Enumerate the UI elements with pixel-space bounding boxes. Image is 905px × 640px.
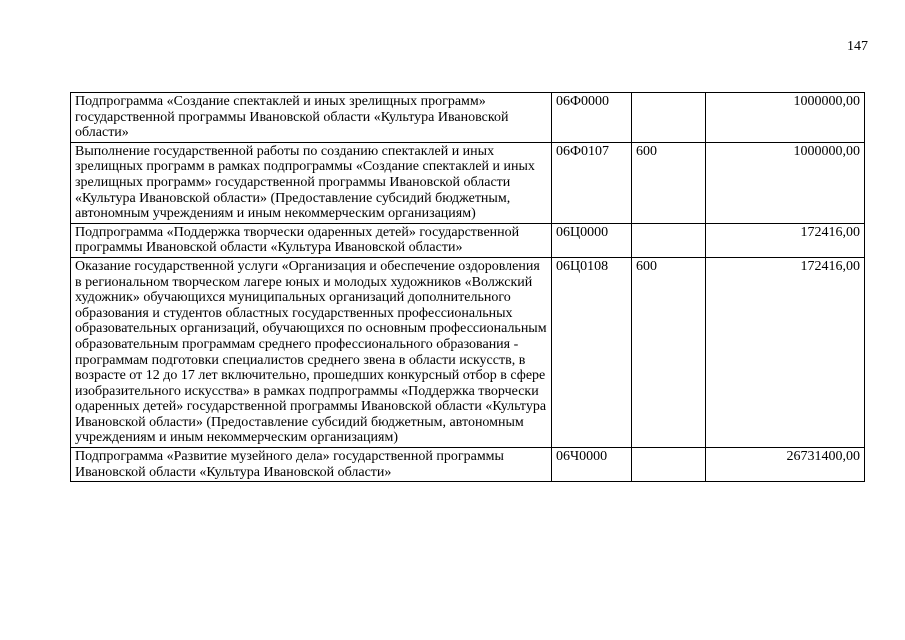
- expense-type-cell: 600: [632, 142, 706, 223]
- target-article-code-cell: 06Ф0107: [552, 142, 632, 223]
- amount-cell: 172416,00: [706, 257, 865, 447]
- amount-cell: 1000000,00: [706, 93, 865, 143]
- table-row: [71, 257, 865, 447]
- target-article-code-cell: 06Ф0000: [552, 93, 632, 143]
- program-name-cell: Выполнение государственной работы по созданию спектаклей и иных зрелищных программ в рамках подпрограммы «Создание спектаклей и иных зрелищных программ» государственной программы Ивановской области «Культура Ивановской области» (Предоставление субсидий бюджетным, автономным учреждениям и иным некоммерческим организациям): [71, 142, 552, 223]
- program-name-cell: Подпрограмма «Развитие музейного дела» государственной программы Ивановской области «Культура Ивановской области»: [71, 448, 552, 482]
- expense-type-cell: [632, 223, 706, 257]
- amount-cell: 172416,00: [706, 223, 865, 257]
- target-article-code-cell: 06Ц0108: [552, 257, 632, 447]
- amount-cell: 1000000,00: [706, 142, 865, 223]
- target-article-code-cell: 06Ц0000: [552, 223, 632, 257]
- expense-type-cell: 600: [632, 257, 706, 447]
- page-number: 147: [847, 39, 868, 54]
- amount-cell: 26731400,00: [706, 448, 865, 482]
- table-row: [71, 142, 865, 223]
- expense-type-cell: [632, 93, 706, 143]
- program-name-cell: Подпрограмма «Создание спектаклей и иных зрелищных программ» государственной программы Ивановской области «Культура Ивановской области»: [71, 93, 552, 143]
- budget-table: [70, 92, 865, 482]
- program-name-cell: Оказание государственной услуги «Организация и обеспечение оздоровления в региональном творческом лагере юных и молодых художников «Волжский художник» обучающихся муниципальных организаций дополнительного образования и студентов областных государственных профессиональных образовательных организаций, обучающихся по основным профессиональным образовательным программам среднего профессионального образования - программам подготовки специалистов среднего звена в области искусств, в возрасте от 12 до 17 лет включительно, прошедших конкурсный отбор в сфере изобразительного искусства» в рамках подпрограммы «Поддержка творчески одаренных детей» государственной программы Ивановской области «Культура Ивановской области» (Предоставление субсидий бюджетным, автономным учреждениям и иным некоммерческим организациям): [71, 257, 552, 447]
- program-name-cell: Подпрограмма «Поддержка творчески одаренных детей» государственной программы Ивановской области «Культура Ивановской области»: [71, 223, 552, 257]
- table-row: [71, 93, 865, 143]
- table-row: [71, 448, 865, 482]
- target-article-code-cell: 06Ч0000: [552, 448, 632, 482]
- expense-type-cell: [632, 448, 706, 482]
- table-row: [71, 223, 865, 257]
